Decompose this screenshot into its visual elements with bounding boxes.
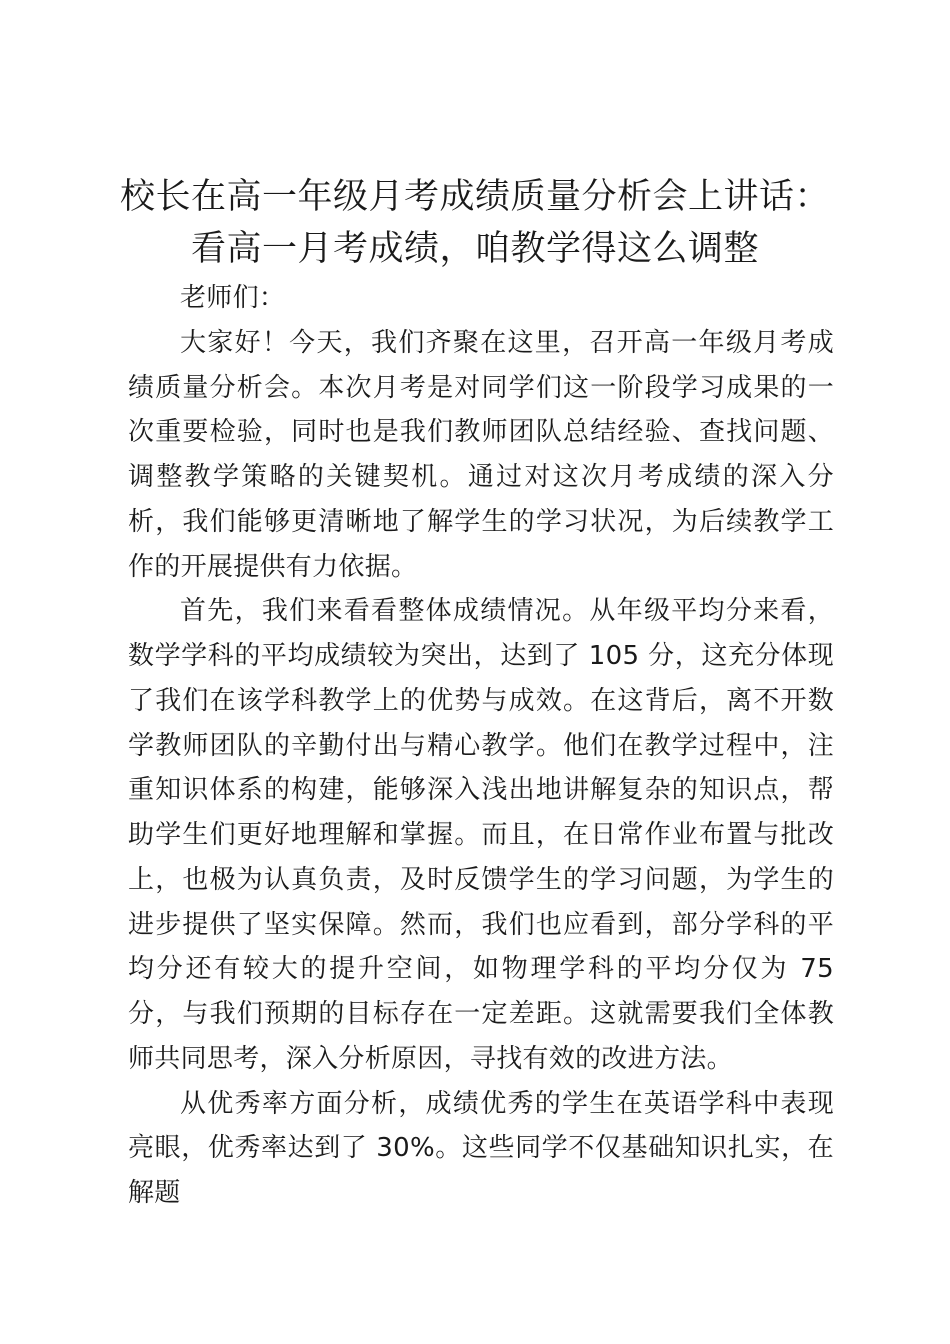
- salutation: 老师们：: [180, 283, 286, 313]
- paragraph-overall-scores: 首先，我们来看看整体成绩情况。从年级平均分来看，数学学科的平均成绩较为突出，达到了 105 分，这充分体现了我们在该学科教学上的优势与成效。在这背后，离不开数学教师团队的辛勤付出与精心教学。他们在教学过程中，注重知识体系的构建，能够深入浅出地讲解复杂的知识点，帮助学生们更好地理解和掌握。而且，在日常作业布置与批改上，也极为认真负责，及时反馈学生的学习问题，为学生的进步提供了坚实保障。然而，我们也应看到，部分学科的平均分还有较大的提升空间，如物理学科的平均分仅为 75 分，与我们预期的目标存在一定差距。这就需要我们全体教师共同思考，深入分析原因，寻找有效的改进方法。: [128, 596, 834, 1074]
- paragraph-greeting: 大家好！今天，我们齐聚在这里，召开高一年级月考成绩质量分析会。本次月考是对同学们这一阶段学习成果的一次重要检验，同时也是我们教师团队总结经验、查找问题、调整教学策略的关键契机。通过对这次月考成绩的深入分析，我们能够更清晰地了解学生的学习状况，为后续教学工作的开展提供有力依据。: [128, 327, 834, 582]
- document-body: [128, 276, 834, 1216]
- paragraph-excellence-rate: 从优秀率方面分析，成绩优秀的学生在英语学科中表现亮眼，优秀率达到了 30%。这些同学不仅基础知识扎实，在解题: [128, 1088, 834, 1208]
- document-title-line-2: 看高一月考成绩，咱教学得这么调整: [190, 229, 759, 269]
- document-title-line-1: 校长在高一年级月考成绩质量分析会上讲话：: [119, 177, 830, 217]
